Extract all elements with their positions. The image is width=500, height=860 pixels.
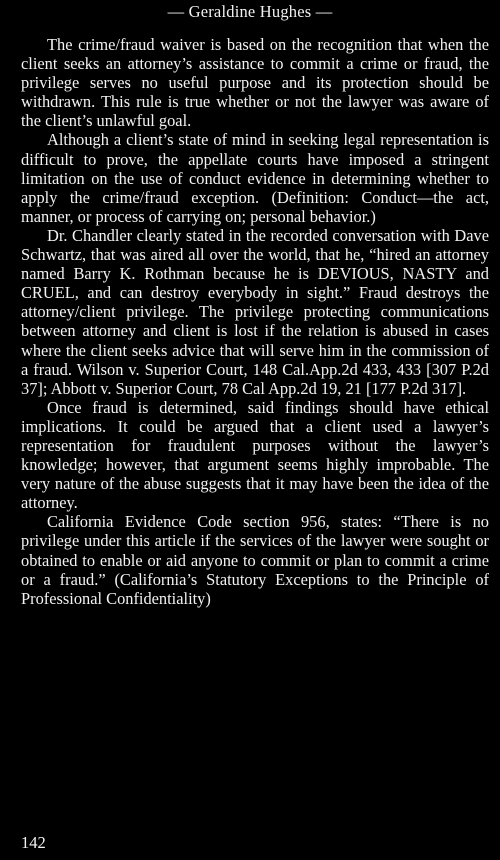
paragraph-ethical-implications: Once fraud is determined, said findings should have ethical implications. It could be argued that a client used a lawyer’s representation for fraudulent purposes without the lawyer’s knowledge; however, that argument seems highly improbable. The very nature of the abuse suggests that it may have been the idea of the attorney. (21, 397, 489, 513)
page-number: 142 (21, 833, 46, 852)
body-text (21, 35, 489, 608)
paragraph-state-of-mind: Although a client’s state of mind in seeking legal representation is difficult to prove, the appellate courts have imposed a stringent limitation on the use of conduct evidence in determining whether to apply the crime/fraud exception. (Definition: Conduct—the act, manner, or process of carrying on; personal behavior.) (21, 130, 489, 226)
paragraph-dr-chandler: Dr. Chandler clearly stated in the recorded conversation with Dave Schwartz, that was aired all over the world, that he, “hired an attorney named Barry K. Rothman because he is DEVIOUS, NASTY and CRUEL, and can destroy everybody in sight.” Fraud destroys the attorney/client privilege. The privilege protecting communications between attorney and client is lost if the relation is abused in cases where the client seeks advice that will serve him in the commission of a fraud. Wilson v. Superior Court, 148 Cal.App.2d 433, 433 [307 P.2d 37]; Abbott v. Superior Court, 78 Cal App.2d 19, 21 [177 P.2d 317]. (21, 225, 489, 398)
paragraph-evidence-code-956: California Evidence Code section 956, states: “There is no privilege under this article if the services of the lawyer were sought or obtained to enable or aid anyone to commit or plan to commit a crime or a fraud.” (California’s Statutory Exceptions to the Principle of Professional Confidentiality) (21, 512, 489, 608)
paragraph-crime-fraud-waiver: The crime/fraud waiver is based on the recognition that when the client seeks an attorney’s assistance to commit a crime or fraud, the privilege serves no useful purpose and its protection should be withdrawn. This rule is true whether or not the lawyer was aware of the client’s unlawful goal. (21, 35, 489, 131)
running-header: — Geraldine Hughes — (167, 2, 333, 21)
